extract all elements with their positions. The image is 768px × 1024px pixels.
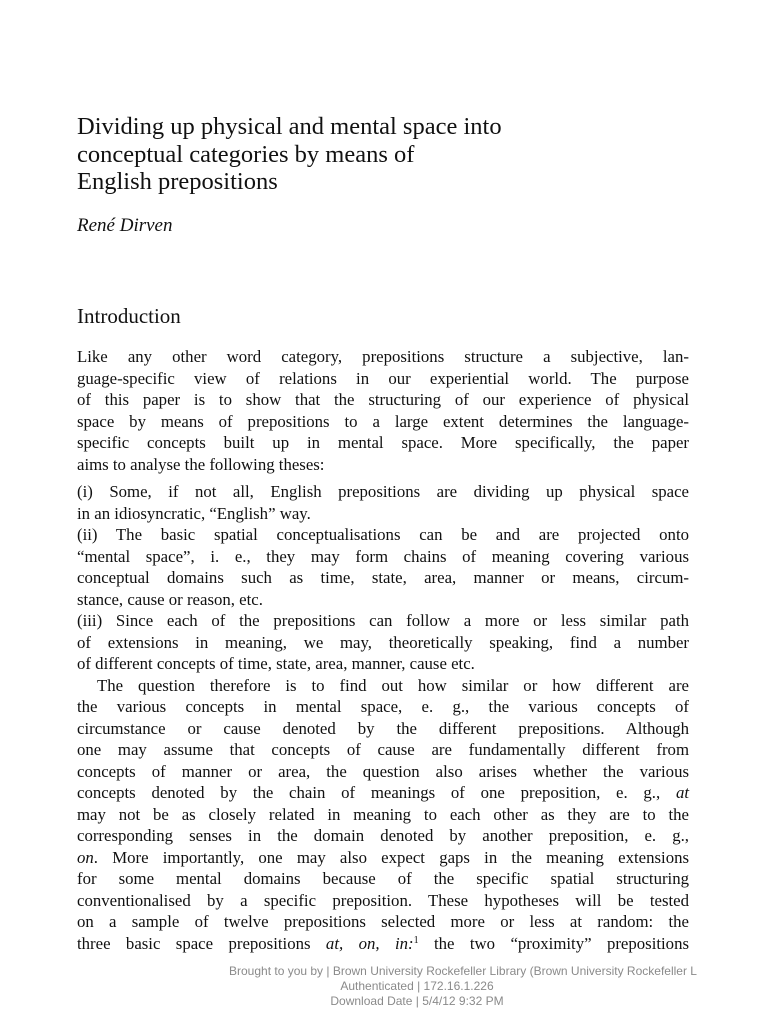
body-line: concepts of manner or area, the question also arises whether the various — [77, 761, 689, 781]
footer-provenance: Brought to you by | Brown University Rockefeller Library (Brown University Rockefeller L — [229, 964, 697, 978]
body-text — [77, 346, 689, 954]
footer-authenticated: Authenticated | 172.16.1.226 — [340, 979, 494, 993]
thesis-line: stance, cause or reason, etc. — [77, 589, 263, 609]
title-line: English prepositions — [77, 168, 278, 195]
body-line: may not be as closely related in meaning to each other as they are to the — [77, 804, 689, 824]
body-line — [77, 847, 689, 869]
body-line: for some mental domains because of the specific spatial structuring — [77, 869, 689, 888]
thesis-line: “mental space”, i. e., they may form chains of meaning covering various — [77, 546, 689, 566]
thesis-line: conceptual domains such as time, state, area, manner or means, circum- — [77, 568, 689, 587]
body-line — [77, 933, 689, 955]
body-line: circumstance or cause denoted by the different prepositions. Although — [77, 718, 689, 738]
title-line: Dividing up physical and mental space into — [77, 113, 502, 140]
thesis-line: of extensions in meaning, we may, theoretically speaking, find a number — [77, 632, 689, 652]
thesis-line: in an idiosyncratic, “English” way. — [77, 503, 311, 523]
body-line: specific concepts built up in mental space. More specifically, the paper — [77, 433, 689, 452]
footnote-marker: 1 — [413, 934, 419, 946]
italic-term: at — [675, 783, 690, 802]
body-line-text: concepts denoted by the chain of meanings of one preposition, e. g., — [77, 783, 661, 802]
paper-title — [77, 113, 717, 196]
footer-download-date: Download Date | 5/4/12 9:32 PM — [330, 994, 504, 1008]
author-name: René Dirven — [77, 215, 173, 236]
thesis-line: (ii) The basic spatial conceptualisations can be and are projected onto — [77, 525, 689, 544]
italic-term: on — [77, 847, 94, 867]
body-line: one may assume that concepts of cause are fundamentally different from — [77, 740, 689, 759]
section-heading: Introduction — [77, 304, 181, 328]
body-line: aims to analyse the following theses: — [77, 454, 325, 474]
body-line-text: three basic space prepositions — [77, 933, 311, 953]
body-line: The question therefore is to find out how similar or how different are — [97, 675, 689, 695]
thesis-line: (i) Some, if not all, English prepositions are dividing up physical space — [77, 482, 689, 501]
body-line: conventionalised by a specific preposition. These hypotheses will be tested — [77, 890, 689, 910]
body-line: on a sample of twelve prepositions selected more or less at random: the — [77, 912, 689, 931]
body-line: of this paper is to show that the structuring of our experience of physical — [77, 390, 689, 409]
body-line: guage-specific view of relations in our experiential world. The purpose — [77, 368, 689, 388]
body-line-text: the two “proximity” prepositions — [434, 933, 689, 953]
body-line-text: . More importantly, one may also expect gaps in the meaning extensions — [93, 847, 689, 867]
italic-term: at, on, in: — [325, 933, 414, 953]
body-line: space by means of prepositions to a large extent determines the language- — [77, 411, 689, 431]
body-line: the various concepts in mental space, e. g., the various concepts of — [77, 697, 689, 716]
thesis-line: (iii) Since each of the prepositions can follow a more or less similar path — [77, 611, 689, 630]
title-line: conceptual categories by means of — [77, 140, 415, 168]
body-line: corresponding senses in the domain denoted by another preposition, e. g., — [77, 826, 689, 845]
thesis-line: of different concepts of time, state, area, manner, cause etc. — [77, 654, 475, 673]
body-line — [77, 782, 689, 804]
body-line: Like any other word category, prepositions structure a subjective, lan- — [77, 347, 689, 366]
